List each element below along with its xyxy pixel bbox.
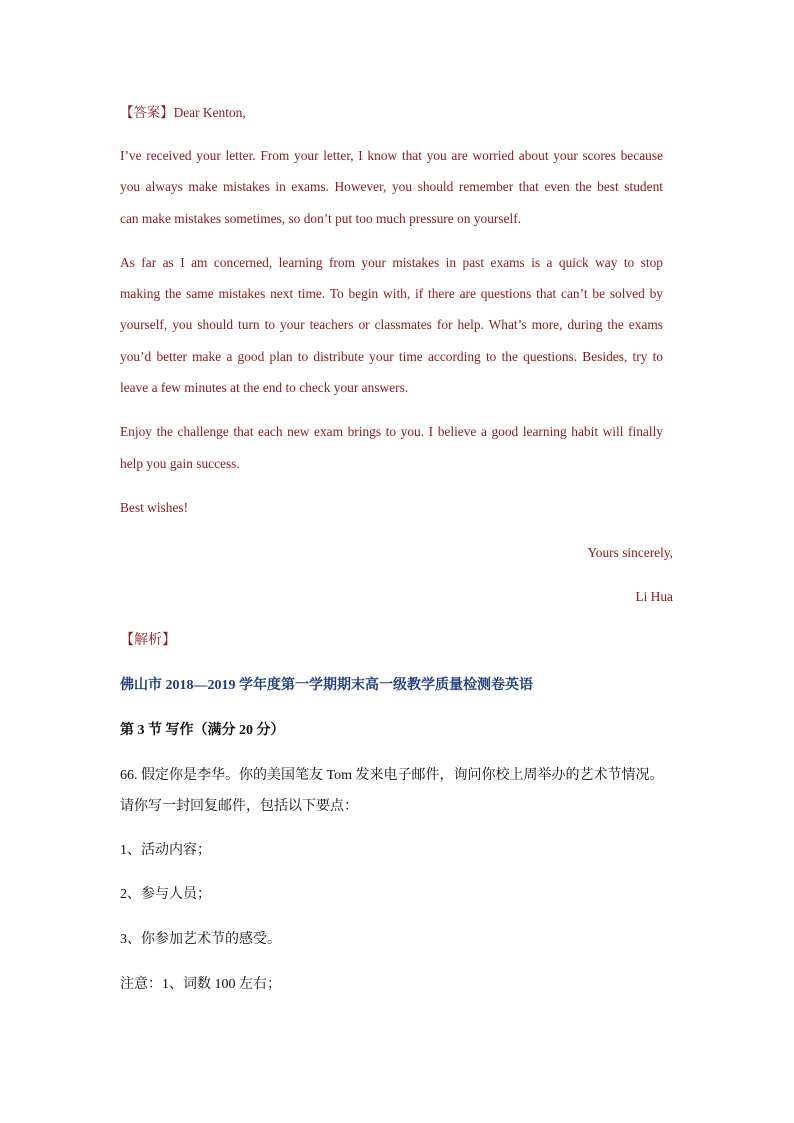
analysis-label: 【解析】 — [120, 633, 176, 648]
exam-title: 佛山市 2018—2019 学年度第一学期期末高一级教学质量检测卷英语 — [120, 678, 533, 693]
letter-line: I’ve received your letter. From your letter, I know that you are worried about your scores because — [120, 148, 663, 163]
question-note: 注意：1、词数 100 左右； — [120, 977, 281, 992]
question-point: 2、参与人员； — [120, 887, 211, 902]
letter-line: can make mistakes sometimes, so don’t put too much pressure on yourself. — [120, 211, 522, 226]
letter-greeting: Dear Kenton, — [173, 105, 246, 120]
letter-closing: Best wishes! — [120, 500, 189, 515]
question-line: 请你写一封回复邮件，包括以下要点： — [120, 799, 358, 814]
letter-line: you’d better make a good plan to distribute your time according to the questions. Besides, try to — [120, 349, 663, 364]
letter-line: leave a few minutes at the end to check your answers. — [120, 380, 409, 395]
answer-label: 【答案】 — [120, 105, 174, 120]
section-title: 第 3 节 写作（满分 20 分） — [120, 723, 285, 738]
letter-line: help you gain success. — [120, 456, 240, 471]
question-point: 1、活动内容； — [120, 843, 211, 858]
letter-line: yourself, you should turn to your teachers or classmates for help. What’s more, during the exams — [120, 317, 663, 332]
question-line: 66. 假定你是李华。你的美国笔友 Tom 发来电子邮件，询问你校上周举办的艺术节情况。 — [120, 768, 664, 783]
letter-line: you always make mistakes in exams. However, you should remember that even the best student — [120, 179, 663, 194]
letter-line: Enjoy the challenge that each new exam brings to you. I believe a good learning habit will finally — [120, 424, 663, 439]
letter-line: making the same mistakes next time. To begin with, if there are questions that can’t be solved by — [120, 286, 663, 301]
letter-line: As far as I am concerned, learning from your mistakes in past exams is a quick way to stop — [120, 255, 663, 270]
letter-signoff: Yours sincerely, — [587, 545, 673, 560]
question-point: 3、你参加艺术节的感受。 — [120, 932, 281, 947]
answer-header — [120, 104, 246, 122]
letter-signature: Li Hua — [635, 589, 673, 604]
